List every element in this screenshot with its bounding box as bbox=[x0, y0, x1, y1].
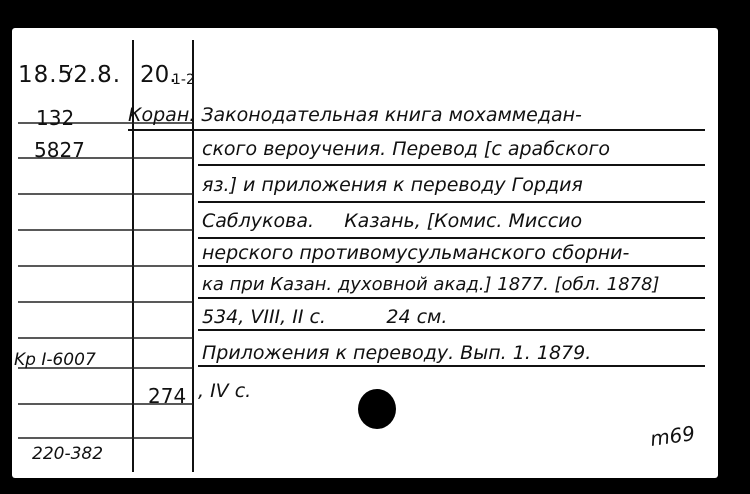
volume-sub-number: 1-2 bbox=[172, 72, 195, 88]
body-line-7: 534, VIII, II с. 24 см. bbox=[202, 306, 448, 328]
inventory-number: 132 bbox=[36, 106, 75, 130]
body-line-4: Саблукова. Казань, [Комис. Миссио bbox=[202, 210, 583, 232]
call-number: Kp I-6007 bbox=[14, 350, 96, 370]
page-count-number: 274 bbox=[148, 384, 187, 408]
body-line-5: нерского противомусульманского сборни- bbox=[202, 242, 630, 264]
body-line-3: яз.] и приложения к переводу Гордия bbox=[202, 174, 583, 196]
footer-number: 220-382 bbox=[32, 444, 104, 464]
volume-number: 20. bbox=[140, 62, 177, 88]
body-line-2: ского вероучения. Перевод [с арабского bbox=[202, 138, 611, 160]
body-line-8: Приложения к переводу. Вып. 1. 1879. bbox=[202, 342, 592, 364]
shelfmark: 18.52.8. bbox=[18, 62, 122, 88]
body-line-6: ка при Казан. духовной акад.] 1877. [обл. 1878] bbox=[202, 274, 660, 295]
body-line-1: Коран. Законодательная книга мохаммедан- bbox=[128, 104, 582, 126]
body-line-9: , IV с. bbox=[198, 380, 252, 402]
accession-number: 5827 bbox=[34, 138, 85, 162]
signature: m69 bbox=[648, 420, 697, 452]
punch-hole bbox=[358, 389, 396, 429]
